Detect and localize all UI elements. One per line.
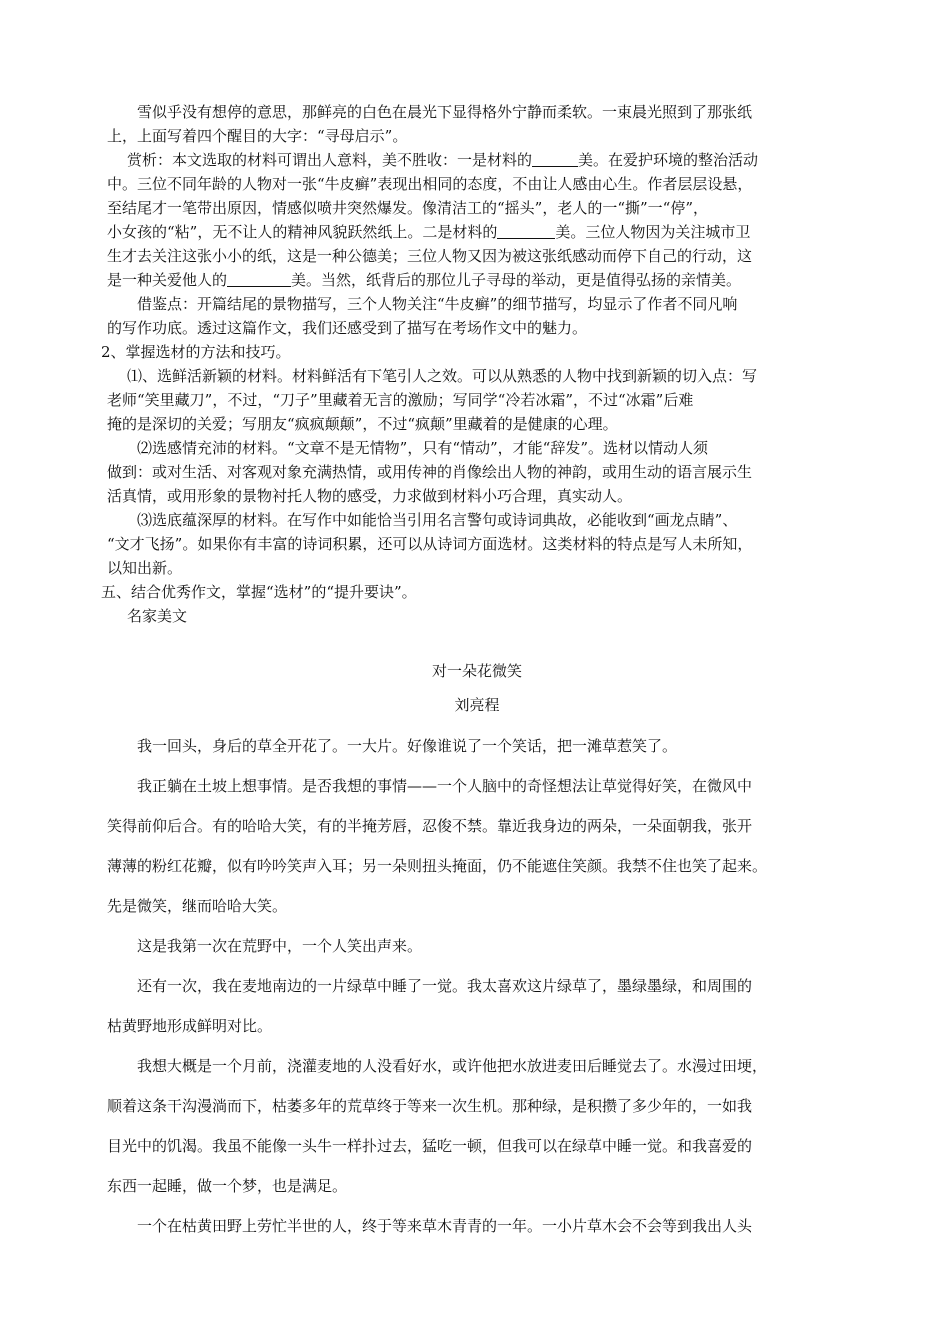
essay-title: 对一朵花微笑 bbox=[431, 662, 522, 680]
text-line: 至结尾才一笔带出原因，情感似喷井突然爆发。像清洁工的“摇头”，老人的一“撕”一“停”， bbox=[107, 199, 709, 217]
text-line: 雪似乎没有想停的意思，那鲜亮的白色在晨光下显得格外宁静而柔软。一束晨光照到了那张纸 bbox=[137, 103, 753, 121]
text-span: 美。当然，纸背后的那位儿子寻母的举动，更是值得弘扬的亲情美。 bbox=[291, 271, 742, 289]
text-line: 做到：或对生活、对客观对象充满热情，或用传神的肖像绘出人物的神韵，或用生动的语言展示生 bbox=[107, 463, 753, 481]
fill-blank-3[interactable] bbox=[227, 270, 291, 287]
section-heading: 2、掌握选材的方法和技巧。 bbox=[101, 343, 291, 361]
text-line: 上，上面写着四个醒目的大字：“寻母启示”。 bbox=[107, 127, 408, 145]
text-line: 生才去关注这张小小的纸，这是一种公德美；三位人物又因为被这张纸感动而停下自己的行动，这 bbox=[107, 247, 753, 265]
essay-line: 薄薄的粉红花瓣，似有吟吟笑声入耳；另一朵则扭头掩面，仍不能遮住笑颜。我禁不住也笑了起来。 bbox=[107, 857, 768, 875]
text-line: 借鉴点：开篇结尾的景物描写，三个人物关注“牛皮癣”的细节描写，均显示了作者不同凡响 bbox=[137, 295, 738, 313]
essay-line: 一个在枯黄田野上劳忙半世的人，终于等来草木青青的一年。一小片草木会不会等到我出人头 bbox=[137, 1217, 753, 1235]
text-line: ⑶选底蕴深厚的材料。在写作中如能恰当引用名言警句或诗词典故，必能收到“画龙点睛”、 bbox=[137, 511, 738, 529]
fill-blank-1[interactable] bbox=[532, 150, 578, 167]
essay-line: 目光中的饥渴。我虽不能像一头牛一样扑过去，猛吃一顿，但我可以在绿草中睡一觉。和我喜爱的 bbox=[107, 1137, 753, 1155]
text-line: 活真情，或用形象的景物衬托人物的感受，力求做到材料小巧合理，真实动人。 bbox=[107, 487, 633, 505]
text-line: “文才飞扬”。如果你有丰富的诗词积累，还可以从诗词方面选材。这类材料的特点是写人未所知， bbox=[107, 535, 753, 553]
section-heading: 五、结合优秀作文，掌握“选材”的“提升要诀”。 bbox=[101, 583, 417, 601]
essay-label: 名家美文 bbox=[127, 607, 188, 625]
text-line bbox=[107, 148, 847, 172]
text-span: 美。在爱护环境的整治活动 bbox=[578, 151, 759, 169]
text-line: ⑴、选鲜活新颖的材料。材料鲜活有下笔引人之效。可以从熟悉的人物中找到新颖的切入点：写 bbox=[127, 367, 758, 385]
essay-line: 枯黄野地形成鲜明对比。 bbox=[107, 1017, 273, 1035]
essay-line: 这是我第一次在荒野中，一个人笑出声来。 bbox=[137, 937, 423, 955]
text-span: 小女孩的“粘”，无不让人的精神风貌跃然纸上。二是材料的 bbox=[107, 223, 498, 241]
essay-line: 笑得前仰后合。有的哈哈大笑，有的半掩芳唇，忍俊不禁。靠近我身边的两朵，一朵面朝我，张开 bbox=[107, 817, 753, 835]
essay-line: 还有一次，我在麦地南边的一片绿草中睡了一觉。我太喜欢这片绿草了，墨绿墨绿，和周围的 bbox=[137, 977, 753, 995]
text-line bbox=[107, 268, 847, 292]
upper-section bbox=[101, 100, 847, 628]
essay-line: 我正躺在土坡上想事情。是否我想的事情——一个人脑中的奇怪想法让草觉得好笑，在微风中 bbox=[137, 777, 753, 795]
text-span: 赏析：本文选取的材料可谓出人意料，美不胜收：一是材料的 bbox=[127, 151, 533, 169]
essay-body bbox=[107, 726, 847, 1246]
text-span: 美。三位人物因为关注城市卫 bbox=[555, 223, 751, 241]
essay-line: 东西一起睡，做一个梦，也是满足。 bbox=[107, 1177, 348, 1195]
essay-line: 先是微笑，继而哈哈大笑。 bbox=[107, 897, 288, 915]
text-line: 的写作功底。透过这篇作文，我们还感受到了描写在考场作文中的魅力。 bbox=[107, 319, 588, 337]
text-line: 老师“笑里藏刀”，不过，“刀子”里藏着无言的激励；写同学“冷若冰霜”，不过“冰霜”后难 bbox=[107, 391, 694, 409]
text-line: 以知出新。 bbox=[107, 559, 183, 577]
text-line: 掩的是深切的关爱；写朋友“疯疯颠颠”，不过“疯颠”里藏着的是健康的心理。 bbox=[107, 415, 618, 433]
essay-line: 顺着这条干沟漫淌而下，枯萎多年的荒草终于等来一次生机。那种绿，是积攒了多少年的，一如我 bbox=[107, 1097, 753, 1115]
essay-line: 我一回头，身后的草全开花了。一大片。好像谁说了一个笑话，把一滩草惹笑了。 bbox=[137, 737, 678, 755]
essay-line: 我想大概是一个月前，浇灌麦地的人没看好水，或许他把水放进麦田后睡觉去了。水漫过田埂， bbox=[137, 1057, 768, 1075]
text-line: ⑵选感情充沛的材料。“文章不是无情物”，只有“情动”，才能“辞发”。选材以情动人须 bbox=[137, 439, 709, 457]
text-line bbox=[107, 220, 847, 244]
text-line: 中。三位不同年龄的人物对一张“牛皮癣”表现出相同的态度，不由让人感由心生。作者层层设悬， bbox=[107, 175, 753, 193]
fill-blank-2[interactable] bbox=[497, 222, 555, 239]
essay-author: 刘亮程 bbox=[454, 696, 500, 714]
text-span: 是一种关爱他人的 bbox=[107, 271, 228, 289]
